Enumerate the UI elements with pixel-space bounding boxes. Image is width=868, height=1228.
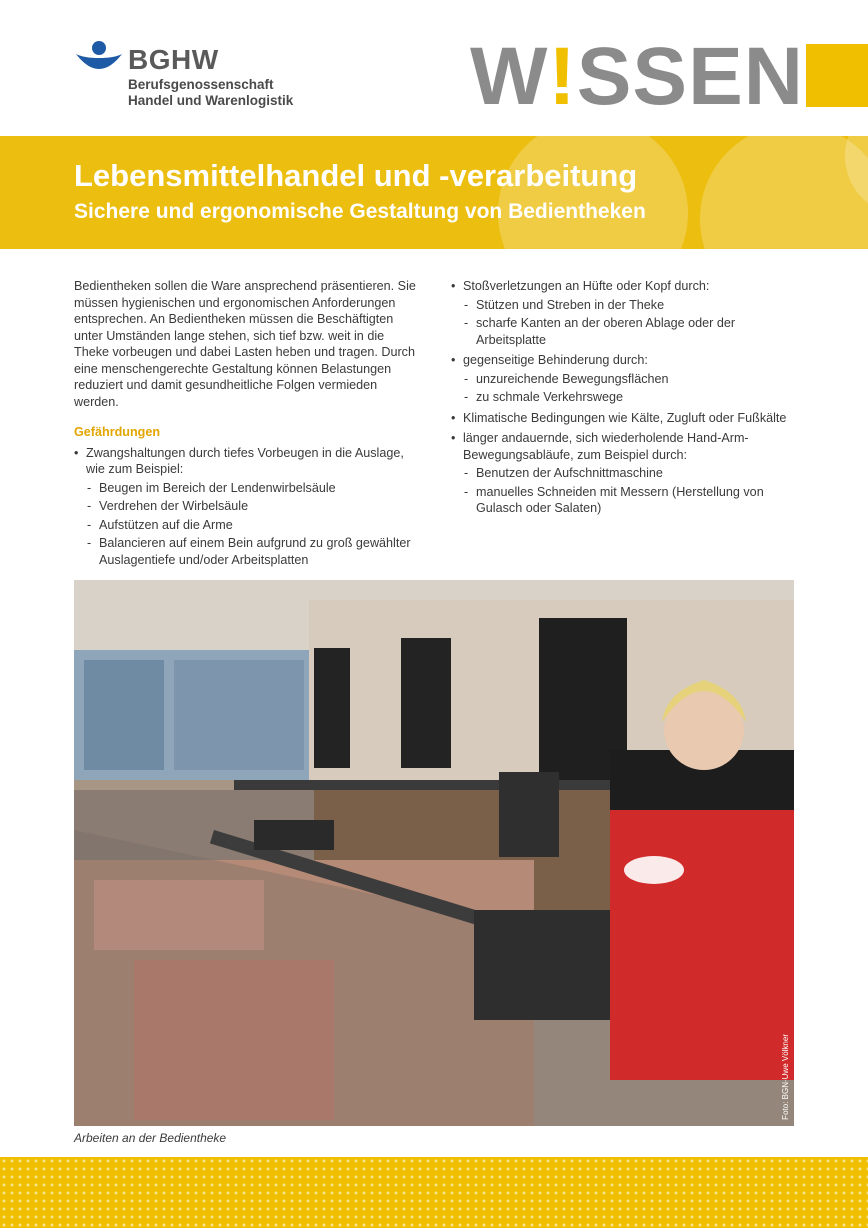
hazard-item <box>451 352 796 406</box>
hazard-item <box>451 430 796 517</box>
hazard-sublist <box>86 480 419 569</box>
hazard-subitem: - Benutzen der Aufschnittmaschine <box>463 465 796 482</box>
hazard-sublist <box>463 297 796 349</box>
page-title: Lebensmittelhandel und -verarbeitung <box>74 158 638 193</box>
hazard-item <box>74 445 419 569</box>
hazard-subitem: - Verdrehen der Wirbelsäule <box>86 498 419 515</box>
footer-dot-pattern <box>0 1157 868 1228</box>
hazard-item-text: länger andauernde, sich wiederholende Hand-Arm-Bewegungsabläufe, zum Beispiel durch: <box>463 431 749 462</box>
photo-caption: Arbeiten an der Bedientheke <box>74 1131 227 1145</box>
logo-abbreviation: BGHW <box>128 44 219 75</box>
right-column <box>451 278 796 519</box>
hazard-subitem: - unzureichende Bewegungsflächen <box>463 371 796 388</box>
hazard-sublist <box>463 371 796 406</box>
bghw-logo <box>74 40 314 115</box>
wissen-exclamation: ! <box>548 31 577 122</box>
hazard-subitem: - zu schmale Verkehrswege <box>463 389 796 406</box>
bghw-emblem-icon <box>74 40 124 80</box>
hazard-item-text: gegenseitige Behinderung durch: <box>463 353 648 367</box>
hazard-item <box>451 410 796 427</box>
logo-name-line-1: Berufsgenossenschaft <box>128 77 274 92</box>
photo-credit: Foto: BGN-Uwe Völkner <box>781 1034 790 1120</box>
hazard-item <box>451 278 796 348</box>
hazard-item-text: Zwangshaltungen durch tiefes Vorbeugen in die Auslage, wie zum Beispiel: <box>86 445 404 476</box>
hazard-subitem: - Beugen im Bereich der Lendenwirbelsäule <box>86 480 419 497</box>
counter-photo <box>74 580 794 1126</box>
hazard-sublist <box>463 465 796 517</box>
hazard-subitem: - scharfe Kanten an der oberen Ablage oder der Arbeitsplatte <box>463 315 796 348</box>
title-banner <box>0 136 868 249</box>
hazards-heading: Gefährdungen <box>74 425 161 439</box>
hazard-subitem: - Balancieren auf einem Bein aufgrund zu groß gewählter Auslagentiefe und/oder Arbeitsplatten <box>86 535 419 568</box>
hazard-list-left <box>74 445 419 569</box>
hazard-subitem: - manuelles Schneiden mit Messern (Herstellung von Gulasch oder Salaten) <box>463 484 796 517</box>
wissen-part-2: SSEN <box>576 31 805 122</box>
hazard-subitem: - Aufstützen auf die Arme <box>86 517 419 534</box>
hazard-subitem: - Stützen und Streben in der Theke <box>463 297 796 314</box>
hazard-item-text: Stoßverletzungen an Hüfte oder Kopf durch: <box>463 279 710 293</box>
hazard-item-text: Klimatische Bedingungen wie Kälte, Zugluft oder Fußkälte <box>463 410 787 425</box>
counter-photo-illustration <box>74 580 794 1126</box>
intro-paragraph: Bedientheken sollen die Ware ansprechend präsentieren. Sie müssen hygienischen und ergonomischen Anforderungen entsprechen. An Bedientheken müssen die Beschäftigten unter Umständen lange stehen, sich tief bzw. weit in die Theke vorbeugen und dabei Lasten heben und tragen. Durch eine menschengerechte Gestaltung können Belastungen reduziert und damit gesundheitliche Folgen vermieden werden. <box>74 279 416 409</box>
page-subtitle: Sichere und ergonomische Gestaltung von Bedientheken <box>74 200 646 223</box>
wissen-accent-box <box>806 44 868 107</box>
banner-circle-2 <box>700 136 868 249</box>
hazard-list-right <box>451 278 796 517</box>
wissen-wordmark <box>470 31 805 122</box>
wissen-part-1: W <box>470 31 549 122</box>
left-column <box>74 278 419 570</box>
logo-name-line-2: Handel und Warenlogistik <box>128 93 294 108</box>
